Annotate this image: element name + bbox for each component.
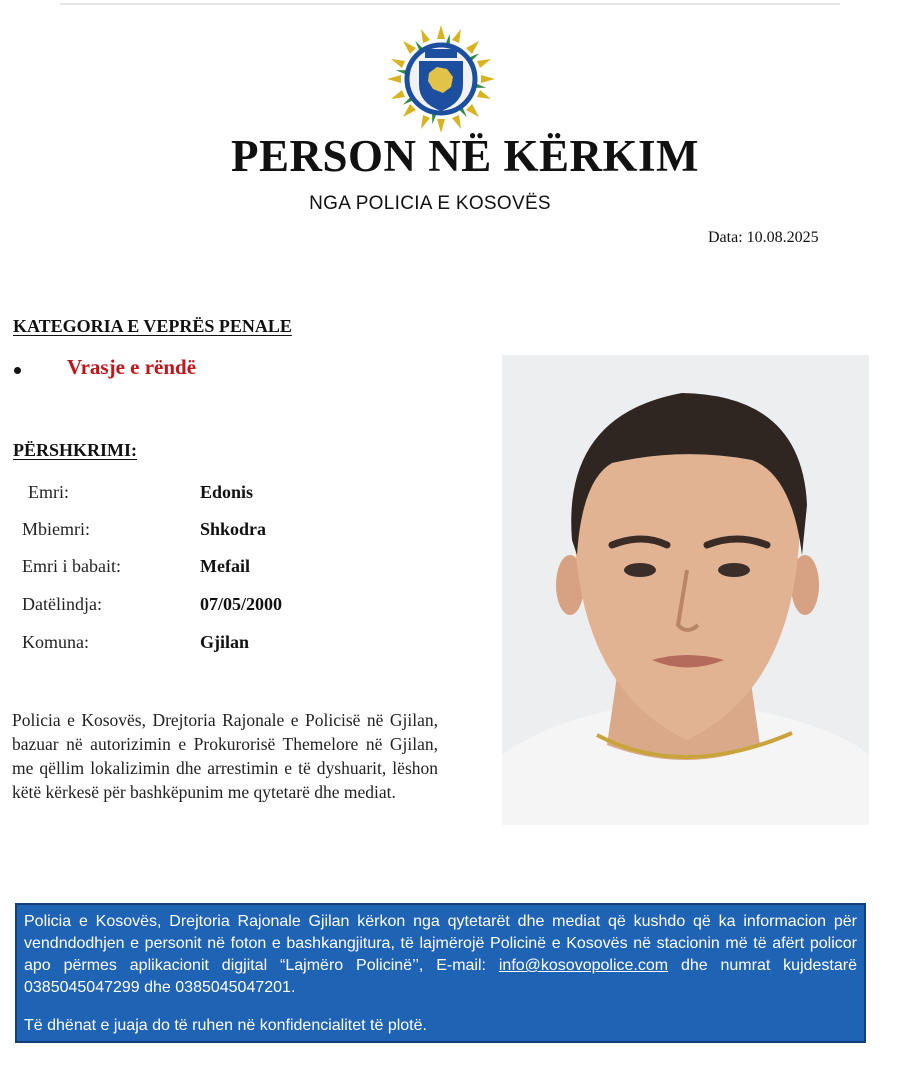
bullet-icon bbox=[14, 367, 21, 374]
top-divider bbox=[60, 3, 840, 5]
contact-text-start: Policia e Kosovës, Drejtoria Rajonale Gjilan kërkon nga qytetarët dhe mediat që kushdo që ka informacion për vendndodhjen e personit në foton e bashkangjitura, të lajmërojë Policinë e Kosovës në stacionin më të afërt policor apo përmes aplikacionit digjital “Lajmëro Policinë’’, E-mail: bbox=[24, 913, 857, 974]
contact-info-box bbox=[15, 903, 866, 1043]
field-label-municipality: Komuna: bbox=[22, 632, 89, 652]
confidentiality-note: Të dhënat e juaja do të ruhen në konfidencialitet të plotë. bbox=[24, 1017, 427, 1034]
field-value-birth-date: 07/05/2000 bbox=[200, 594, 283, 614]
field-label-birth-date: Datëlindja: bbox=[22, 594, 102, 614]
category-heading: KATEGORIA E VEPRËS PENALE bbox=[13, 316, 292, 336]
field-value-first-name: Edonis bbox=[200, 482, 254, 502]
email-link[interactable]: info@kosovopolice.com bbox=[498, 957, 669, 974]
crime-category: Vrasje e rëndë bbox=[67, 355, 197, 379]
issue-date: Data: 10.08.2025 bbox=[708, 229, 819, 246]
field-value-father-name: Mefail bbox=[200, 556, 250, 576]
poster-title: PERSON NË KËRKIM bbox=[230, 131, 700, 181]
contact-text-end: dhe numrat kujdestarë 0385045047299 dhe 0385045047201. bbox=[24, 957, 857, 996]
contact-info-text bbox=[24, 911, 857, 999]
field-value-municipality: Gjilan bbox=[200, 632, 250, 652]
description-heading: PËRSHKRIMI: bbox=[13, 440, 138, 460]
poster-subtitle: NGA POLICIA E KOSOVËS bbox=[309, 193, 551, 214]
appeal-paragraph: Policia e Kosovës, Drejtoria Rajonale e Policisë në Gjilan, bazuar në autorizimin e Prokurorisë Themelore në Gjilan, me qëllim lokalizimin dhe arrestimin e të dyshuarit, lëshon këtë kërkesë për bashkëpunim me qytetarë dhe mediat. bbox=[12, 710, 438, 802]
wanted-person-photo bbox=[502, 355, 869, 825]
kosovo-police-logo bbox=[382, 22, 500, 132]
field-label-father-name: Emri i babait: bbox=[22, 556, 121, 576]
field-value-last-name: Shkodra bbox=[200, 519, 267, 539]
field-label-first-name: Emri: bbox=[28, 482, 69, 502]
field-label-last-name: Mbiemri: bbox=[22, 519, 90, 539]
